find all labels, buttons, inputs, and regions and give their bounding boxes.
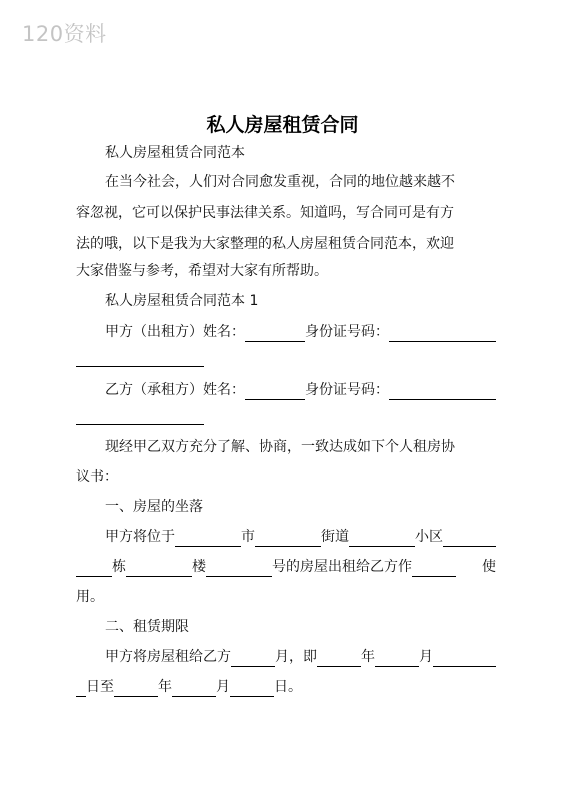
s1-district-tail-blank[interactable] <box>443 530 496 547</box>
s2-end-day-label: 日。 <box>274 679 302 695</box>
s2-end-day-blank[interactable] <box>230 680 274 697</box>
subtitle: 私人房屋租赁合同范本 <box>105 145 245 161</box>
s2-start-year-blank[interactable] <box>317 650 361 667</box>
s2-start-year-label: 年 <box>361 649 375 665</box>
s1-use-blank[interactable] <box>412 560 456 577</box>
s1-district-blank[interactable] <box>349 530 415 547</box>
watermark: 120资料 <box>22 22 107 46</box>
s2-end-month-label: 月 <box>216 679 230 695</box>
s1-street-label: 街道 <box>321 529 349 545</box>
intro-text-1: 在当今社会，人们对合同愈发重视，合同的地位越来越不 <box>105 174 455 190</box>
s2-start-month-blank[interactable] <box>375 650 419 667</box>
agreement-text-1: 现经甲乙双方充分了解、协商，一致达成如下个人租房协 <box>105 439 455 455</box>
s2-end-year-label: 年 <box>158 679 172 695</box>
party-a-id-continuation <box>76 350 496 373</box>
s2-months-blank[interactable] <box>231 650 275 667</box>
party-b-id-blank-cont[interactable] <box>76 408 204 425</box>
intro-line-1 <box>76 172 496 192</box>
s1-district-label: 小区 <box>415 529 443 545</box>
party-a-name-label: 甲方（出租方）姓名： <box>105 324 245 340</box>
agreement-line-1 <box>76 437 496 457</box>
section-1-row-2 <box>76 557 496 577</box>
section-1-row-1 <box>76 527 496 547</box>
party-b-name-blank[interactable] <box>245 383 305 400</box>
s1-floor-label: 楼 <box>192 559 206 575</box>
section-2-row-2 <box>76 677 496 697</box>
s1-city-label: 市 <box>241 529 255 545</box>
section-1-heading: 一、房屋的坐落 <box>105 499 203 515</box>
s2-months-label: 月，即 <box>275 649 317 665</box>
party-b-name-label: 乙方（承租方）姓名： <box>105 382 245 398</box>
agreement-line-2: 议书： <box>76 469 118 485</box>
s1-street-blank[interactable] <box>255 530 321 547</box>
s2-prefix: 甲方将房屋租给乙方 <box>105 649 231 665</box>
party-b-row <box>76 380 496 400</box>
intro-text-2: 容忽视，它可以保护民事法律关系。知道吗，写合同可是有方 <box>76 205 454 221</box>
party-b-id-label: 身份证号码： <box>305 382 389 398</box>
s1-use-label: 使 <box>482 559 496 575</box>
s1-number-label: 号的房屋出租给乙方作 <box>272 559 412 575</box>
s2-start-month-label: 月 <box>419 649 433 665</box>
s2-start-day-blank-cont[interactable] <box>76 680 86 697</box>
intro-line-4: 大家借鉴与参考，希望对大家有所帮助。 <box>76 263 328 279</box>
s1-building-label: 栋 <box>112 559 126 575</box>
section-1-row-3: 用。 <box>76 589 104 605</box>
party-b-id-continuation <box>76 408 496 431</box>
s1-number-blank[interactable] <box>206 560 272 577</box>
s1-prefix: 甲方将位于 <box>105 529 175 545</box>
s2-end-year-blank[interactable] <box>114 680 158 697</box>
sample-heading: 私人房屋租赁合同范本 1 <box>105 293 259 309</box>
intro-line-2 <box>76 203 496 223</box>
party-a-id-blank[interactable] <box>389 325 496 342</box>
party-a-id-blank-cont[interactable] <box>76 350 204 367</box>
intro-line-3 <box>76 234 496 254</box>
s2-start-day-blank[interactable] <box>433 650 496 667</box>
party-a-row <box>76 322 496 342</box>
party-a-id-label: 身份证号码： <box>305 324 389 340</box>
section-2-row-1 <box>76 647 496 667</box>
party-b-id-blank[interactable] <box>389 383 496 400</box>
document-title: 私人房屋租赁合同 <box>206 114 359 136</box>
s1-city-blank[interactable] <box>175 530 241 547</box>
s2-end-month-blank[interactable] <box>172 680 216 697</box>
s1-floor-blank[interactable] <box>126 560 192 577</box>
intro-text-3: 法的哦，以下是我为大家整理的私人房屋租赁合同范本，欢迎 <box>76 236 454 252</box>
s1-building-blank[interactable] <box>76 560 112 577</box>
party-a-name-blank[interactable] <box>245 325 305 342</box>
section-2-heading: 二、租赁期限 <box>105 619 189 635</box>
s2-day-to-label: 日至 <box>86 679 114 695</box>
